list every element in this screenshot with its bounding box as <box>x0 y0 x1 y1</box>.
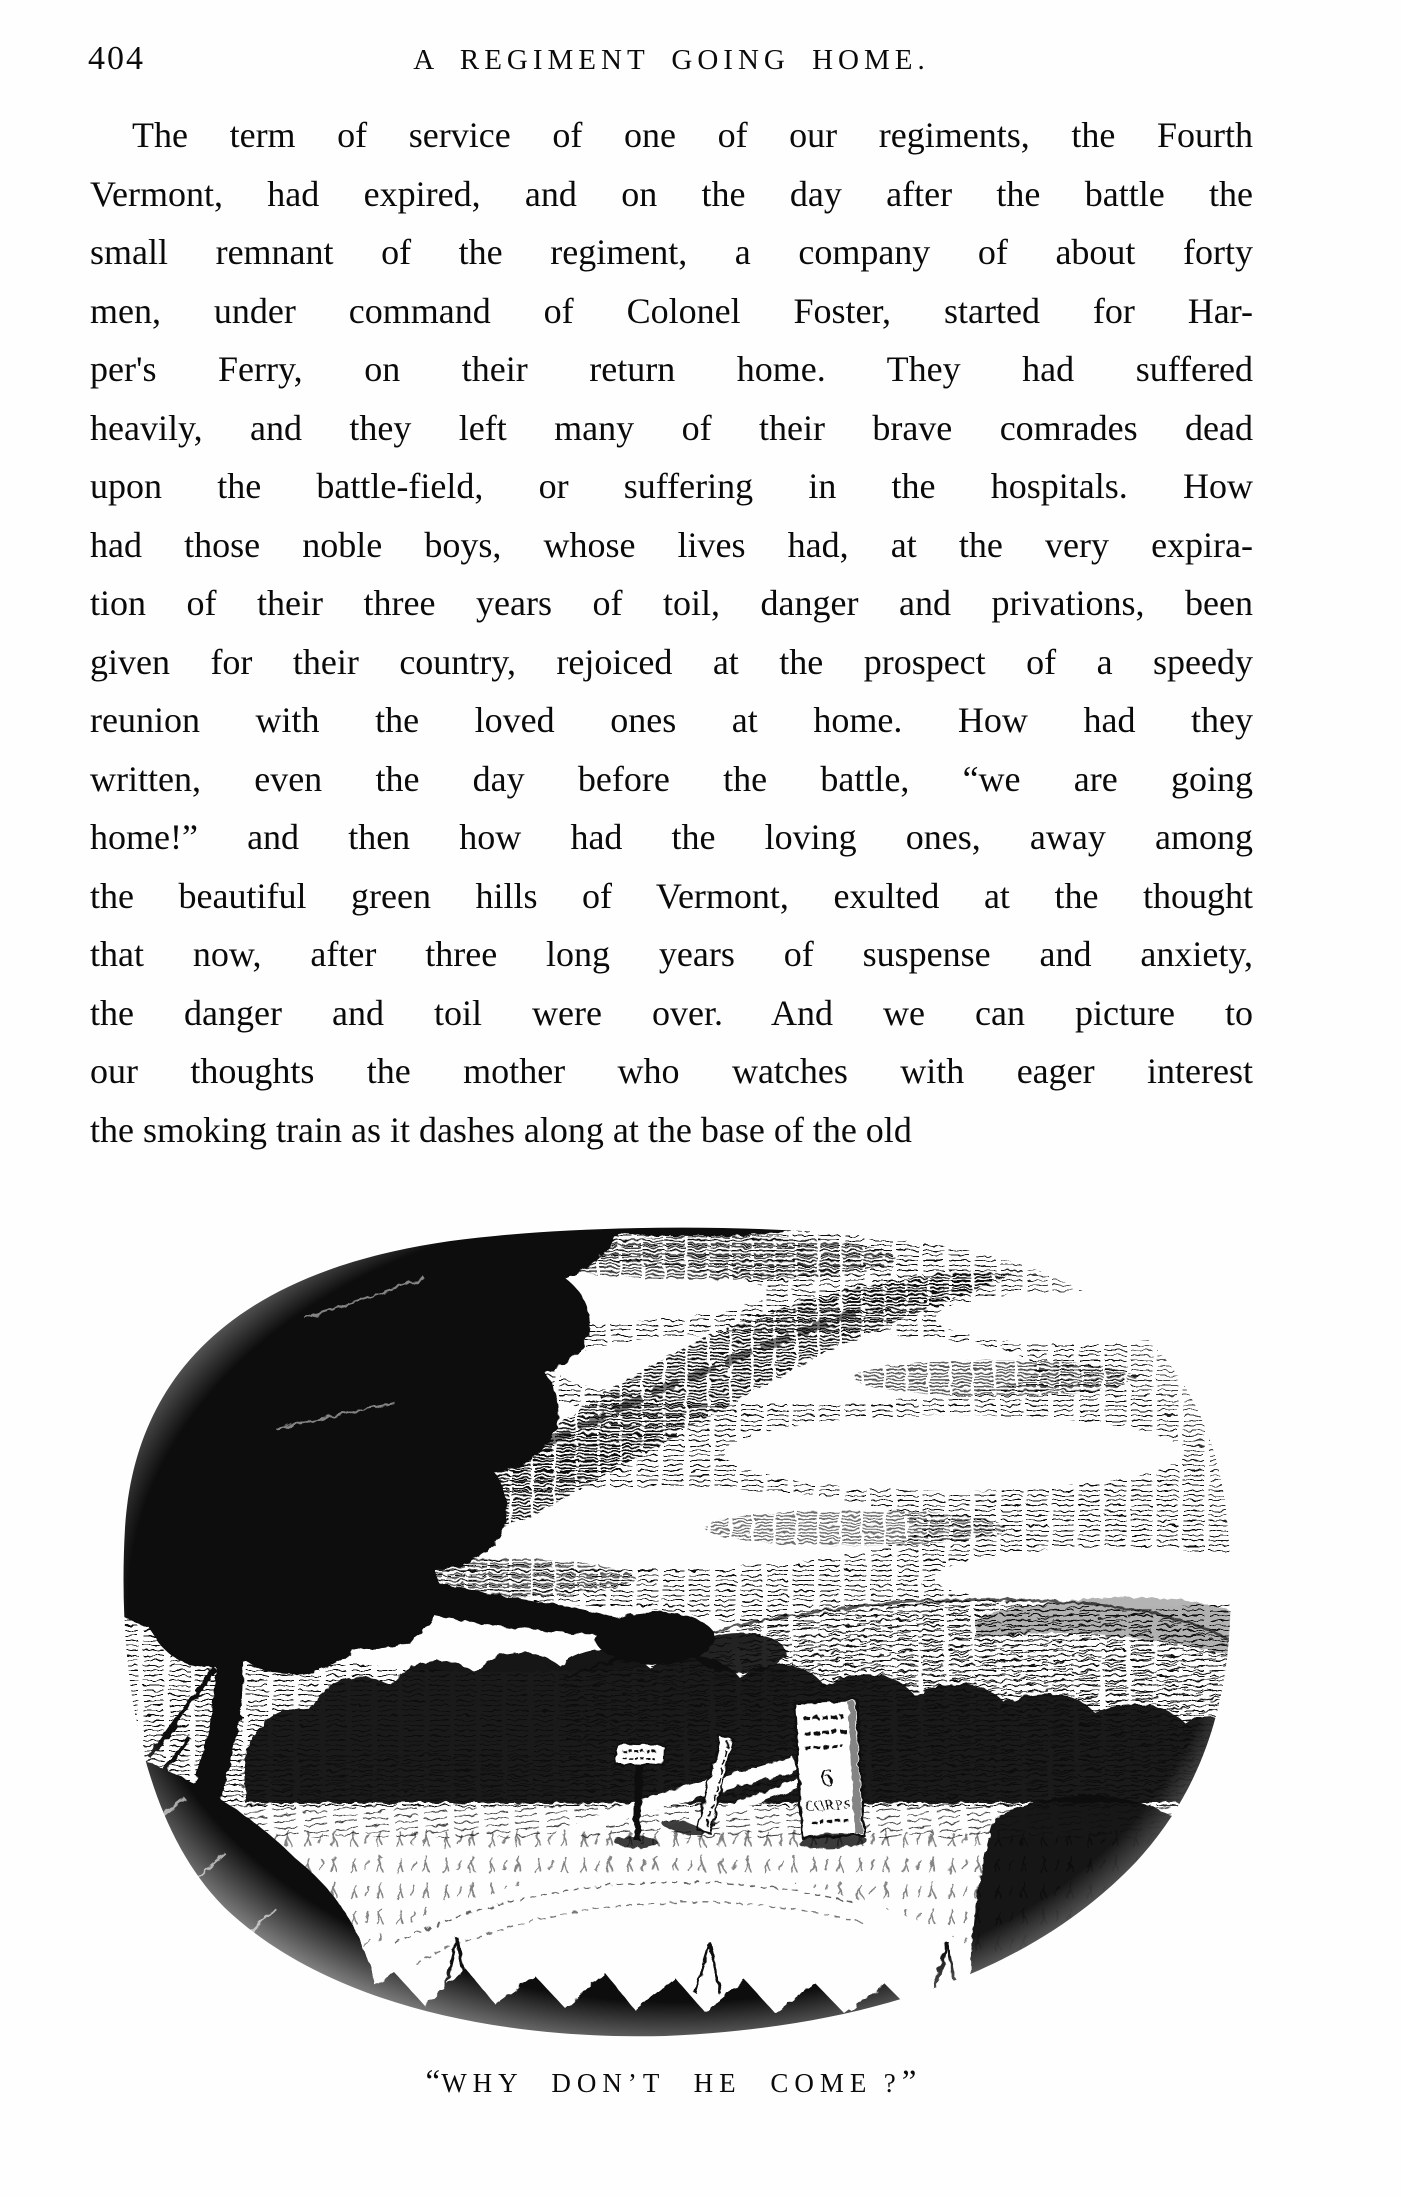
text-line: written, even the day before the battle, “we are going <box>90 758 1253 799</box>
text-line: per's Ferry, on their return home. They had suffered <box>90 349 1253 389</box>
text-line: had those noble boys, whose lives had, at the very expira- <box>90 524 1253 565</box>
text-line: the beautiful green hills of Vermont, exulted at the thought <box>90 875 1253 916</box>
text-line: Vermont, had expired, and on the day after the battle the <box>90 173 1253 214</box>
illustration-caption <box>90 2064 1253 2101</box>
text-line: men, under command of Colonel Foster, started for Har- <box>90 290 1253 331</box>
caption-open-quote: “ <box>425 2064 442 2100</box>
text-line: the danger and toil were over. And we can picture to <box>90 992 1253 1033</box>
text-line: the smoking train as it dashes along at the base of the old <box>90 1109 912 1150</box>
caption-text: WHY DON’T HE COME ? <box>441 2068 902 2098</box>
text-line: our thoughts the mother who watches with eager interest <box>90 1051 1253 1091</box>
body-paragraph <box>90 106 1253 1159</box>
text-line: home!” and then how had the loving ones, away among <box>90 817 1253 857</box>
caption-close-quote: ” <box>901 2064 918 2100</box>
engraving-svg <box>95 1198 1255 2043</box>
text-line: given for their country, rejoiced at the prospect of a speedy <box>90 641 1253 682</box>
illustration-engraving <box>95 1198 1255 2043</box>
text-line: tion of their three years of toil, danger and privations, been <box>90 583 1253 623</box>
text-line: upon the battle-field, or suffering in the hospitals. How <box>90 466 1253 506</box>
text-line: small remnant of the regiment, a company of about forty <box>90 232 1253 272</box>
text-line: reunion with the loved ones at home. How had they <box>90 700 1253 740</box>
text-line: heavily, and they left many of their brave comrades dead <box>90 407 1253 448</box>
page-number: 404 <box>88 40 145 77</box>
text-line: that now, after three long years of suspense and anxiety, <box>90 934 1253 974</box>
text-line: The term of service of one of our regiments, the Fourth <box>132 115 1253 155</box>
vignette-fade <box>95 1198 1255 2043</box>
running-header: A REGIMENT GOING HOME. <box>413 44 930 76</box>
